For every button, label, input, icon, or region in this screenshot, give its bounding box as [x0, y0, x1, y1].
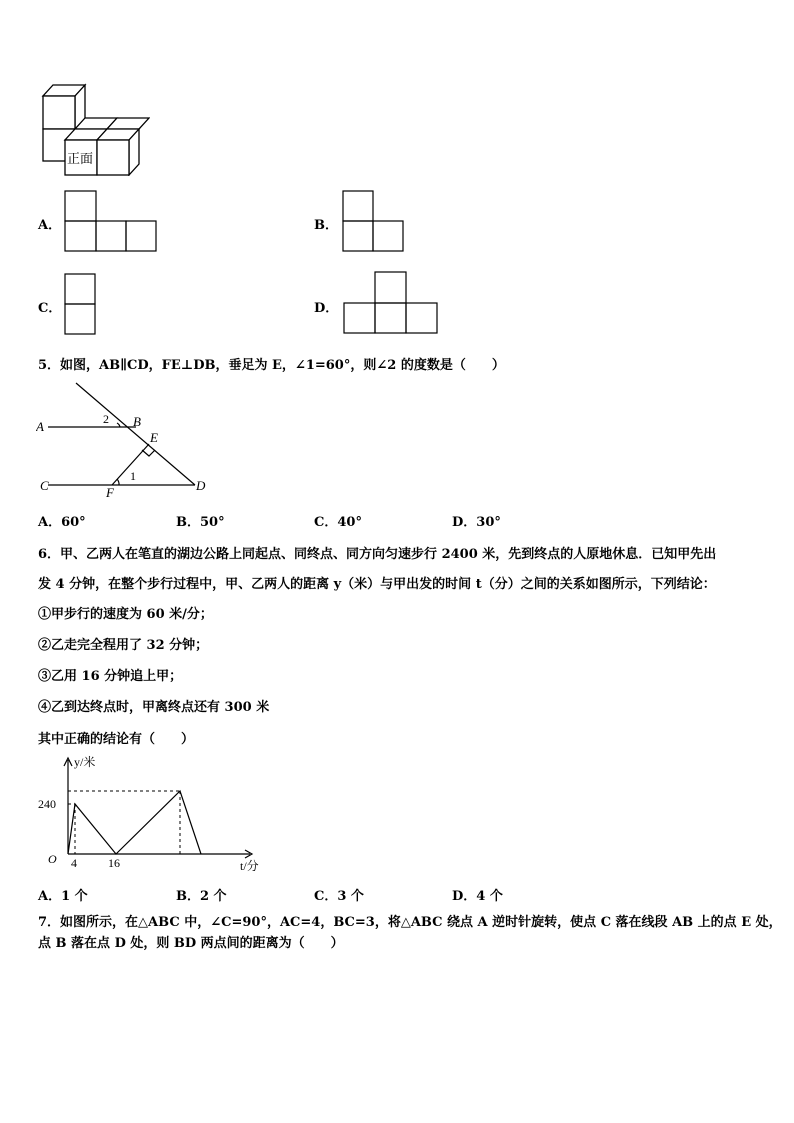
q6-conclusion-4: ④乙到达终点时，甲离终点还有 300 米	[38, 700, 270, 715]
q4-option-d-view	[343, 271, 439, 335]
q6-conclusion-2: ②乙走完全程用了 32 分钟；	[38, 638, 209, 653]
q4-option-b: B．	[314, 218, 338, 233]
x-tick-4: 4	[71, 856, 77, 870]
q5-option-d: D．30°	[452, 515, 501, 530]
q5-option-a: A．60°	[38, 515, 86, 530]
point-a-label: A	[36, 419, 44, 434]
q6-stem-line2: 发 4 分钟，在整个步行过程中，甲、乙两人的距离 y（米）与甲出发的时间 t（分）之间的关系如图所示，下列结论：	[38, 577, 716, 592]
cube-solid-figure	[38, 80, 150, 176]
q7-stem-line2: 点 B 落在点 D 处，则 BD 两点间的距离为（ ）	[38, 936, 344, 951]
angle-1-label: 1	[130, 469, 136, 483]
point-b-label: B	[133, 414, 141, 429]
q4-option-c-view	[64, 273, 97, 336]
q6-option-a: A．1 个	[38, 889, 88, 904]
q4-option-b-view	[342, 190, 405, 253]
q6-conclusion-3: ③乙用 16 分钟追上甲；	[38, 669, 183, 684]
q6-stem-line1: 6．甲、乙两人在笔直的湖边公路上同起点、同终点、同方向匀速步行 2400 米，先到终点的人原地休息．已知甲先出	[38, 547, 717, 562]
q6-question: 其中正确的结论有（ ）	[38, 732, 195, 747]
angle-2-label: 2	[103, 412, 109, 426]
q5-option-b: B．50°	[176, 515, 225, 530]
x-axis-label: t/分	[240, 859, 259, 873]
q6-distance-time-graph	[34, 752, 262, 874]
q6-option-b: B．2 个	[176, 889, 227, 904]
q5-stem: 5．如图，AB∥CD，FE⊥DB，垂足为 E，∠1=60°，则∠2 的度数是（ ）	[38, 358, 505, 373]
y-tick-240: 240	[38, 797, 56, 811]
point-d-label: D	[196, 478, 206, 493]
point-c-label: C	[40, 478, 49, 493]
q4-option-d: D．	[314, 301, 339, 316]
y-axis-label: y/米	[74, 755, 96, 769]
point-e-label: E	[150, 430, 158, 445]
q4-option-a-view	[64, 190, 158, 253]
origin-label: O	[48, 852, 57, 866]
q4-option-a: A．	[38, 218, 62, 233]
q6-option-d: D．4 个	[452, 889, 503, 904]
q4-option-c: C．	[38, 301, 62, 316]
point-f-label: F	[106, 485, 114, 498]
q7-stem-line1: 7．如图所示，在△ABC 中，∠C=90°，AC=4，BC=3，将△ABC 绕点 A 逆时针旋转，使点 C 落在线段 AB 上的点 E 处，	[38, 915, 782, 930]
q5-option-c: C．40°	[314, 515, 362, 530]
q6-conclusion-1: ①甲步行的速度为 60 米/分；	[38, 607, 213, 622]
q6-option-c: C．3 个	[314, 889, 364, 904]
front-face-label: 正面	[67, 152, 94, 167]
x-tick-16: 16	[108, 856, 120, 870]
q5-geometry-figure	[36, 380, 216, 498]
